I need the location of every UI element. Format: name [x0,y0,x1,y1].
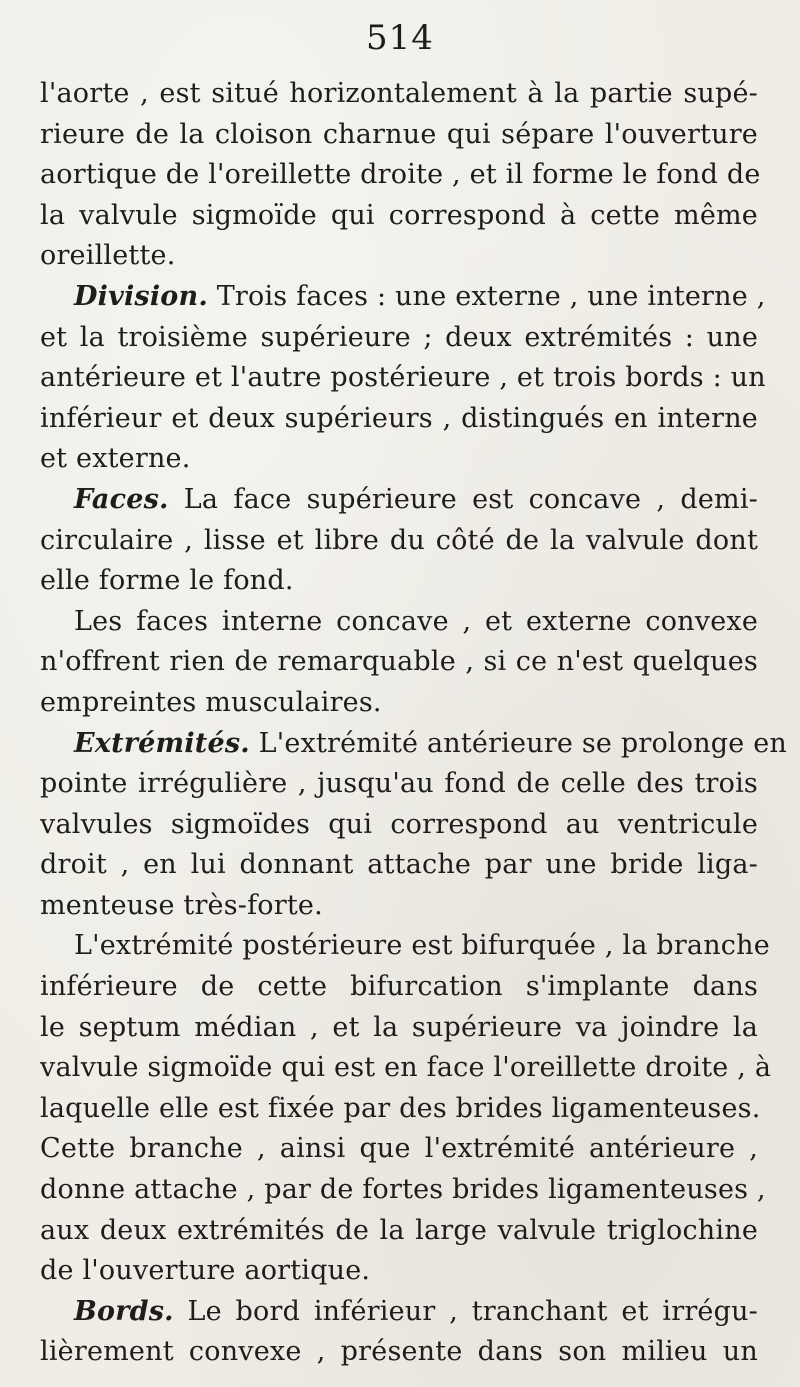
text-line [40,602,758,643]
text-line [40,561,758,602]
text-line [40,764,758,805]
line-text: menteuse très-forte. [40,889,323,921]
text-line [40,399,758,440]
line-text: la valvule sigmoïde qui correspond à cette même [40,199,758,231]
line-text: et la troisième supérieure ; deux extrémités : une [40,321,758,353]
text-line [40,805,758,846]
line-text: circulaire , lisse et libre du côté de la valvule dont [40,524,758,556]
line-text: droit , en lui donnant attache par une bride liga- [40,849,758,881]
text-line [40,358,766,399]
line-text: rieure de la cloison charnue qui sépare l'ouverture [40,118,758,150]
section-heading-extremites: Extrémités. [74,727,250,759]
line-text: valvule sigmoïde qui est en face l'oreillette droite , à [40,1052,772,1084]
text-line [40,1251,758,1292]
text-line [40,439,758,480]
line-text: donne attache , par de fortes brides ligamenteuses , [40,1174,766,1206]
text-line [40,1129,758,1170]
line-text: elle forme le fond. [40,565,294,597]
section-heading-division: Division. [74,280,208,312]
line-text: La face supérieure est concave , demi- [168,483,758,515]
line-text: pointe irrégulière , jusqu'au fond de celle des trois [40,768,758,800]
line-text: valvules sigmoïdes qui correspond au ventricule [40,808,758,840]
text-line [40,1089,761,1130]
line-text: aux deux extrémités de la large valvule triglochine [40,1214,758,1246]
line-text: Le bord inférieur , tranchant et irrégu- [173,1295,758,1327]
text-line [40,683,758,724]
line-text: empreintes musculaires. [40,686,382,718]
text-line [40,1170,766,1211]
text-line [40,115,758,156]
line-text: Trois faces : une externe , une interne , [207,280,766,312]
text-line [40,1008,758,1049]
body-text [40,74,787,1373]
line-text: Les faces interne concave , et externe convexe [74,605,758,637]
text-line [40,318,758,359]
text-line [40,886,758,927]
text-line [40,521,758,562]
section-heading-faces: Faces. [74,483,169,515]
text-line [40,1332,758,1373]
line-text: l'aorte , est situé horizontalement à la partie supé- [40,78,758,109]
line-text: antérieure et l'autre postérieure , et trois bords : un [40,362,766,394]
line-text: inférieure de cette bifurcation s'implante dans [40,971,758,1003]
line-text: aortique de l'oreillette droite , et il forme le fond de [40,159,761,191]
line-text: L'extrémité postérieure est bifurquée , la branche [74,930,770,962]
text-line [40,74,758,115]
text-line [40,724,787,765]
text-line [40,480,758,521]
line-text: et externe. [40,443,191,475]
text-line [40,1292,758,1333]
line-text: de l'ouverture aortique. [40,1255,371,1287]
line-text: le septum médian , et la supérieure va joindre la [40,1011,758,1043]
text-line [40,196,758,237]
text-line [40,642,758,683]
line-text: laquelle elle est fixée par des brides ligamenteuses. [40,1092,761,1124]
text-line [40,1211,758,1252]
line-text: n'offrent rien de remarquable , si ce n'est quelques [40,646,758,678]
line-text: inférieur et deux supérieurs , distingués en interne [40,402,758,434]
line-text: lièrement convexe , présente dans son milieu un [40,1336,758,1368]
line-text: Cette branche , ainsi que l'extrémité antérieure , [40,1133,758,1165]
text-line [40,236,758,277]
line-text: L'extrémité antérieure se prolonge en [249,727,787,759]
text-line [40,845,758,886]
text-line [40,277,766,318]
text-line [40,926,770,967]
text-line [40,155,761,196]
page-number: 514 [366,18,434,58]
text-line [40,967,758,1008]
text-line [40,1048,772,1089]
line-text: oreillette. [40,240,176,272]
section-heading-bords: Bords. [74,1295,174,1327]
